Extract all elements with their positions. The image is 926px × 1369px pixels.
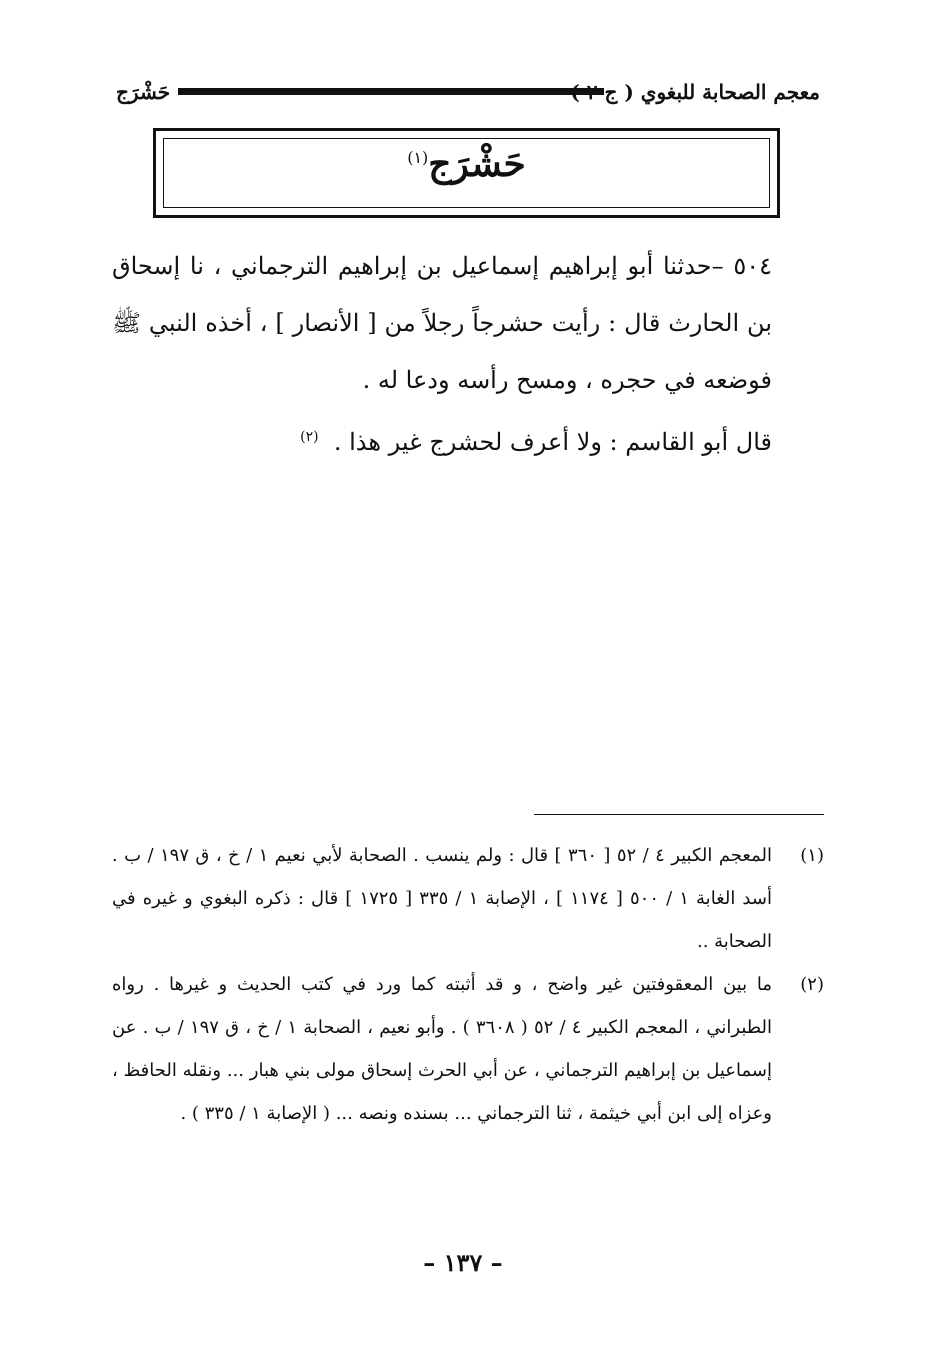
hadith-paragraph: ٥٠٤ –حدثنا أبو إبراهيم إسماعيل بن إبراهيم الترجماني ، نا إسحاق بن الحارث قال : رأيت حشرجاً رجلاً من [ الأنصار ] ، أخذه النبي ﷺ فوضعه في حجره ، ومسح رأسه ودعا له . — [112, 252, 772, 394]
body-text — [112, 238, 820, 471]
entry-title-text: حَشْرَج — [428, 143, 526, 185]
footnote-text: المعجم الكبير ٤ / ٥٢ [ ٣٦٠ ] قال : ولم ينسب . الصحابة لأبي نعيم ١ / خ ، ق ١٩٧ / ب . أسد الغابة ١ / ٥٠٠ [ ١١٧٤ ] ، الإصابة ١ / ٣٣٥ [ ١٧٢٥ ] قال : ذكره البغوي و غيره في الصحابة .. — [112, 845, 773, 952]
title-footnote-ref: (١) — [407, 148, 429, 167]
title-box — [153, 128, 780, 218]
comment-footnote-ref: (٢) — [300, 429, 319, 445]
header-entry-name: حَشْرَج — [116, 80, 171, 104]
footnote-text: ما بين المعقوفتين غير واضح ، و قد أثبته كما ورد في كتب الحديث و غيرها . رواه الطبراني ، المعجم الكبير ٤ / ٥٢ ( ٣٦٠٨ ) . وأبو نعيم ، الصحابة ١ / خ ، ق ١٩٧ / ب . عن إسماعيل بن إبراهيم الترجماني ، عن أبي الحرث إسحاق مولى بني هبار ... ونقله الحافظ ، وعزاه إلى ابن أبي خيثمة ، ثنا الترجماني ... بسنده ونصه ... ( الإصابة ١ / ٣٣٥ ) . — [112, 974, 773, 1124]
footnote-separator — [534, 814, 824, 815]
comment-text: قال أبو القاسم : ولا أعرف لحشرج غير هذا . — [333, 428, 772, 456]
footnote-2 — [112, 963, 824, 1135]
page-number: – ١٣٧ – — [423, 1248, 503, 1277]
footnote-1 — [112, 834, 824, 963]
entry-title — [156, 143, 777, 185]
footnotes — [112, 834, 824, 1135]
header-rule — [178, 88, 604, 95]
footnote-number: (١) — [800, 845, 824, 866]
footnote-number: (٢) — [800, 974, 824, 995]
header-book-title: معجم الصحابة للبغوي ( ج ٢ ) — [570, 80, 820, 104]
comment-paragraph — [112, 409, 820, 471]
